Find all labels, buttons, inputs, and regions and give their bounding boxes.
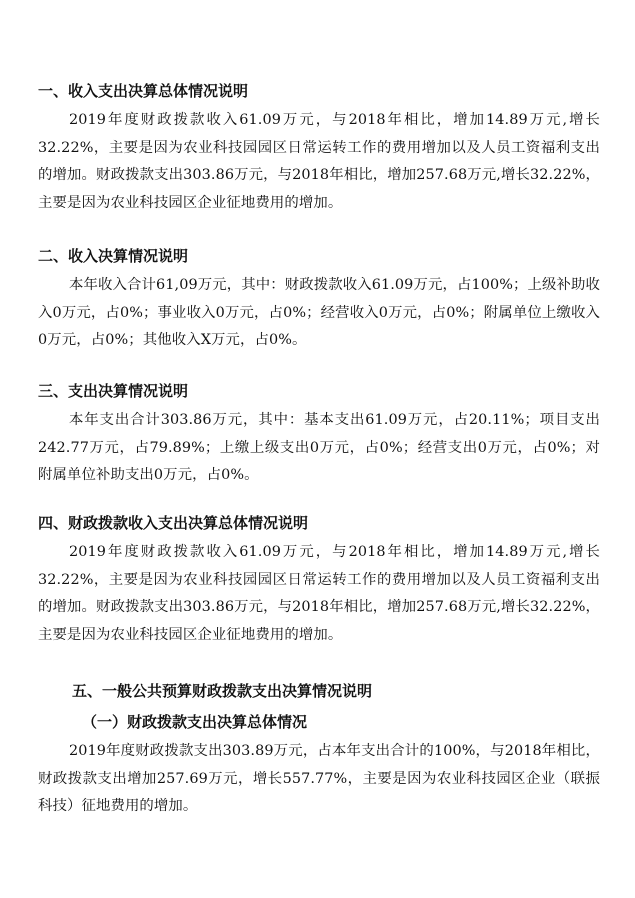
section-5-paragraph: 2019年度财政拨款支出303.89万元，占本年支出合计的100%，与2018年相比，财政拨款支出增加257.69万元，增长557.77%，主要是因为农业科技园区企业（联振科技）征地费用的增加。 [38, 743, 600, 814]
section-1-heading: 一、收入支出决算总体情况说明 [38, 82, 249, 100]
section-4-heading: 四、财政拨款收入支出决算总体情况说明 [38, 514, 309, 532]
section-3-heading: 三、支出决算情况说明 [38, 382, 189, 400]
section-1-paragraph: 2019年度财政拨款收入61.09万元，与2018年相比，增加14.89万元,增长32.22%，主要是因为农业科技园园区日常运转工作的费用增加以及人员工资福利支出的增加。财政拨款支出303.86万元，与2018年相比，增加257.68万元,增长32.22%，主要是因为农业科技园区企业征地费用的增加。 [38, 112, 600, 211]
section-2-heading: 二、收入决算情况说明 [38, 247, 189, 265]
section-3-paragraph: 本年支出合计303.86万元，其中：基本支出61.09万元，占20.11%；项目支出242.77万元，占79.89%；上缴上级支出0万元，占0%；经营支出0万元，占0%；对附属单位补助支出0万元，占0%。 [38, 412, 600, 483]
section-5-subheading: （一）财政拨款支出决算总体情况 [82, 713, 308, 731]
section-2-paragraph: 本年收入合计61,09万元，其中：财政拨款收入61.09万元，占100%；上级补助收入0万元，占0%；事业收入0万元，占0%；经营收入0万元，占0%；附属单位上缴收入0万元，占0%；其他收入X万元，占0%。 [38, 277, 600, 348]
section-5-heading: 五、一般公共预算财政拨款支出决算情况说明 [72, 682, 373, 700]
section-4-paragraph: 2019年度财政拨款收入61.09万元，与2018年相比，增加14.89万元,增长32.22%，主要是因为农业科技园园区日常运转工作的费用增加以及人员工资福利支出的增加。财政拨款支出303.86万元，与2018年相比，增加257.68万元,增长32.22%，主要是因为农业科技园区企业征地费用的增加。 [38, 544, 600, 643]
